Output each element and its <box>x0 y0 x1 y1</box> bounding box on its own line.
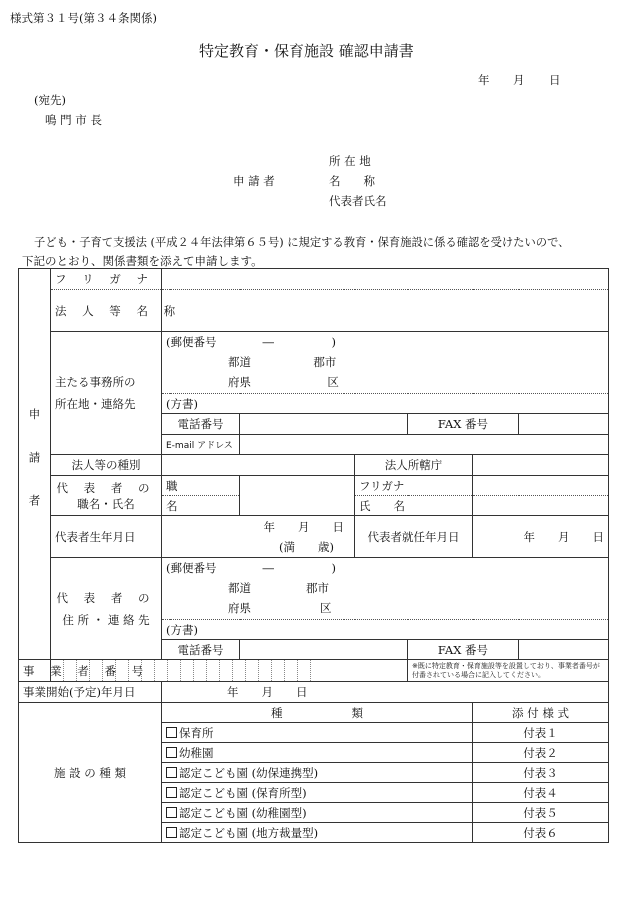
date-year: 年 <box>478 73 490 87</box>
attach-form: 付表３ <box>473 763 609 783</box>
applicant-label: 申 請 者 <box>233 174 275 188</box>
ku-label: 区 <box>327 375 339 389</box>
page-title: 特定教育・保育施設 確認申請書 <box>199 42 414 60</box>
rep-phone-input[interactable] <box>240 640 408 660</box>
attach-form: 付表１ <box>473 723 609 743</box>
facility-type-row[interactable]: 認定こども園 (幼保連携型) <box>162 763 473 783</box>
attach-form: 付表５ <box>473 803 609 823</box>
rep-name-field-label: 氏 名 <box>355 496 473 516</box>
rep-birth-input[interactable]: 年 月 日 (満 歳) <box>162 516 355 558</box>
rep-address-field[interactable]: (郵便番号 ― ) 都道 郡市 府県 区 <box>162 558 609 620</box>
corp-type-label: 法人等の種別 <box>51 455 162 476</box>
facility-type-label: 施 設 の 種 類 <box>19 703 162 843</box>
checkbox[interactable] <box>166 727 177 738</box>
business-number-label: 事 業 者 番 号 <box>19 660 51 682</box>
rep-appointed-label: 代表者就任年月日 <box>355 516 473 558</box>
katagaki-label[interactable]: (方書) <box>162 394 609 414</box>
phone-input[interactable] <box>240 414 408 435</box>
form-number: 様式第３１号(第３４条関係) <box>10 11 157 25</box>
corp-name-input[interactable] <box>162 290 609 332</box>
name-label: 名 称 <box>329 174 375 188</box>
rep-name-label: 代表者氏名 <box>329 194 387 208</box>
checkbox[interactable] <box>166 787 177 798</box>
corp-type-input[interactable] <box>162 455 355 476</box>
rep-name-input[interactable] <box>473 496 609 516</box>
intro-line-1: 子ども・子育て支援法 (平成２４年法律第６５号) に規定する教育・保育施設に係る確認を受けたいので、 <box>34 236 570 249</box>
rep-appointed-input[interactable]: 年 月 日 <box>473 516 609 558</box>
fuken-label: 府県 <box>228 375 251 389</box>
rep-katagaki-label[interactable]: (方書) <box>162 620 609 640</box>
intro-line-2: 下記のとおり、関係書類を添えて申請します。 <box>22 254 263 268</box>
location-label: 所 在 地 <box>329 154 371 168</box>
office-label: 主たる事務所の 所在地・連絡先 <box>51 332 162 455</box>
addressee: 鳴 門 市 長 <box>45 113 102 127</box>
rep-phone-label: 電話番号 <box>162 640 240 660</box>
checkbox[interactable] <box>166 827 177 838</box>
furigana-input[interactable] <box>162 269 609 290</box>
rep-birth-label: 代表者生年月日 <box>51 516 162 558</box>
post-label-1: 職 <box>162 476 240 496</box>
business-number-input[interactable] <box>51 660 408 682</box>
rep-furigana-input[interactable] <box>473 476 609 496</box>
corp-name-label: 法 人 等 名 称 <box>51 290 162 332</box>
fax-input[interactable] <box>519 414 609 435</box>
attach-form: 付表２ <box>473 743 609 763</box>
date-month: 月 <box>513 73 525 87</box>
facility-type-row[interactable]: 認定こども園 (地方裁量型) <box>162 823 473 843</box>
corp-jurisdiction-input[interactable] <box>473 455 609 476</box>
attach-column-header: 添 付 様 式 <box>473 703 609 723</box>
checkbox[interactable] <box>166 767 177 778</box>
furigana-label: フ リ ガ ナ <box>51 269 162 290</box>
addressee-label: (宛先) <box>34 93 66 107</box>
rep-fax-input[interactable] <box>519 640 609 660</box>
email-input[interactable] <box>240 435 609 455</box>
gunshi-label: 郡市 <box>313 355 337 369</box>
start-date-label: 事業開始(予定)年月日 <box>19 682 162 703</box>
postal-code-label: (郵便番号 ― ) <box>166 335 336 349</box>
checkbox[interactable] <box>166 807 177 818</box>
facility-type-row[interactable]: 認定こども園 (保育所型) <box>162 783 473 803</box>
applicant-side-label: 申 請 者 <box>19 269 51 660</box>
business-number-note: ※既に特定教育・保育施設等を設置しており、事業者番号が付番されている場合に記入してください。 <box>408 660 609 682</box>
fax-label: FAX 番号 <box>408 414 519 435</box>
phone-label: 電話番号 <box>162 414 240 435</box>
application-form-table <box>18 268 609 843</box>
rep-furigana-label: フリガナ <box>355 476 473 496</box>
post-label-2: 名 <box>162 496 240 516</box>
rep-title-label: 代 表 者 の 職名・氏名 <box>51 476 162 516</box>
todo-label: 都道 <box>228 355 251 369</box>
facility-type-row[interactable]: 幼稚園 <box>162 743 473 763</box>
attach-form: 付表４ <box>473 783 609 803</box>
facility-type-row[interactable]: 保育所 <box>162 723 473 743</box>
office-address-field[interactable] <box>162 332 609 394</box>
attach-form: 付表６ <box>473 823 609 843</box>
rep-fax-label: FAX 番号 <box>408 640 519 660</box>
email-label: E-mail アドレス <box>162 435 240 455</box>
facility-type-row[interactable]: 認定こども園 (幼稚園型) <box>162 803 473 823</box>
checkbox[interactable] <box>166 747 177 758</box>
type-column-header: 種 類 <box>162 703 473 723</box>
post-input[interactable] <box>240 476 355 516</box>
date-day: 日 <box>549 73 561 87</box>
rep-address-label: 代 表 者 の 住 所 ・ 連 絡 先 <box>51 558 162 660</box>
corp-jurisdiction-label: 法人所轄庁 <box>355 455 473 476</box>
start-date-input[interactable]: 年 月 日 <box>162 682 609 703</box>
